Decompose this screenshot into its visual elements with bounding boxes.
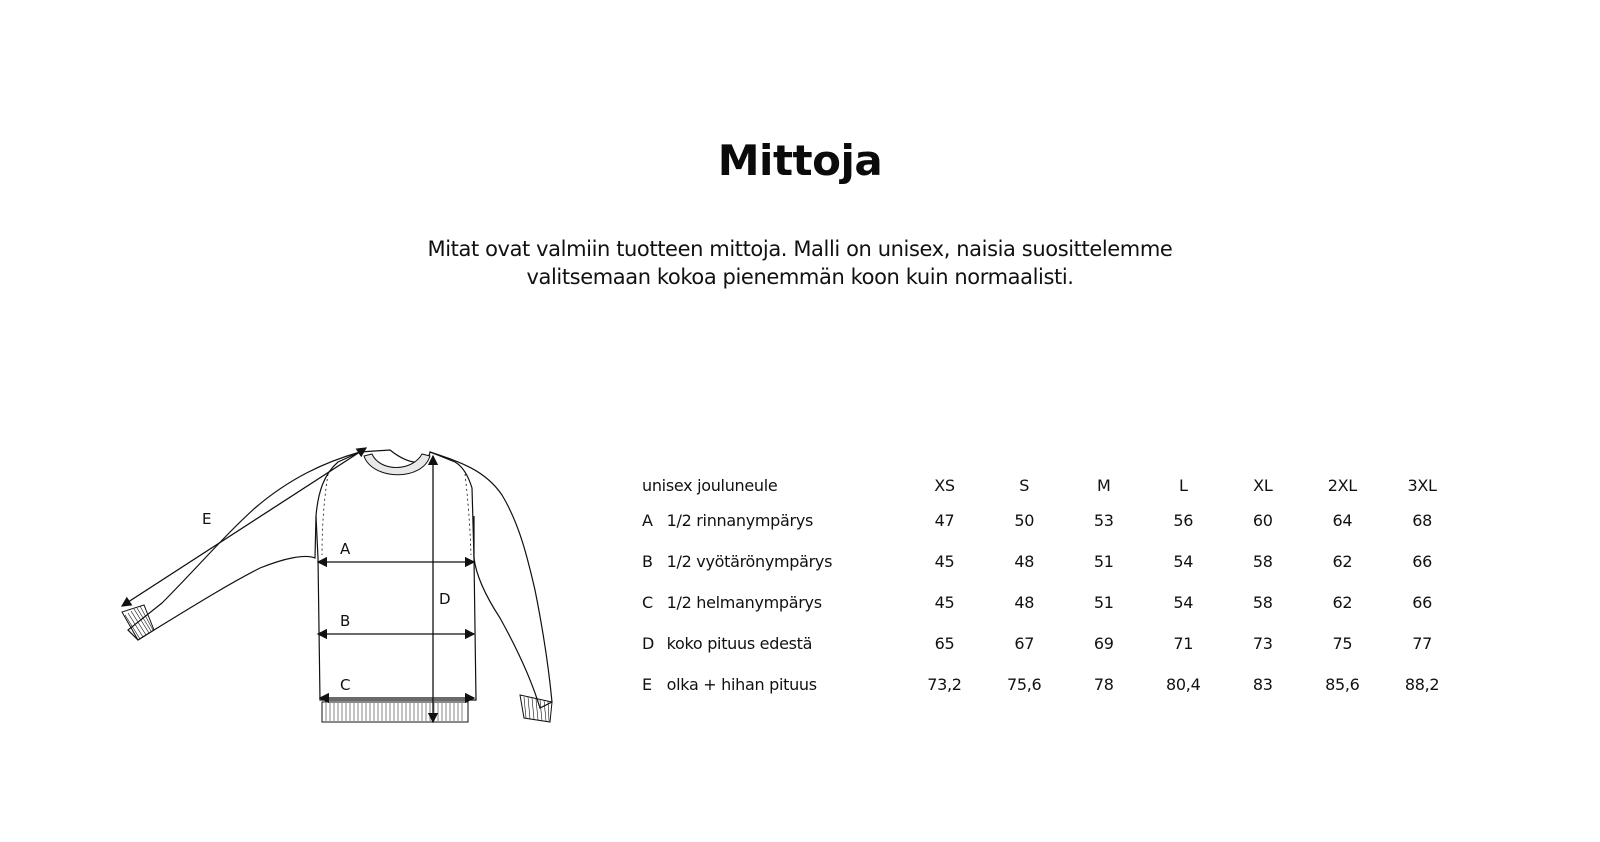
row-code: A [642,511,653,530]
size-value: 83 [1252,675,1273,694]
size-value: 54 [1173,593,1194,612]
sweater-measurement-diagram [110,440,580,740]
size-value: 58 [1252,593,1273,612]
size-header-3xl: 3XL [1407,475,1437,495]
size-value: 73 [1252,634,1273,653]
size-value: 66 [1412,593,1432,612]
row-label: olka + hihan pituus [666,675,817,694]
row-label: 1/2 rinnanympärys [666,511,814,530]
diagram-label-c: C [340,676,351,694]
row-label: 1/2 helmanympärys [666,593,822,612]
size-value: 45 [934,552,955,571]
size-value: 62 [1332,552,1353,571]
size-value: 51 [1093,593,1114,612]
size-value: 45 [934,593,955,612]
size-value: 66 [1412,552,1432,571]
sweater-illustration [110,440,580,740]
neck-rib [364,454,430,475]
size-value: 53 [1093,511,1114,530]
size-header-xl: XL [1253,475,1273,495]
diagram-label-d: D [439,590,451,608]
size-value: 69 [1093,634,1114,653]
size-header-2xl: 2XL [1327,475,1357,495]
size-value: 78 [1093,675,1114,694]
table-row [642,500,1462,541]
size-header-xs: XS [934,475,955,495]
row-code: D [642,634,655,653]
size-value: 48 [1014,552,1035,571]
row-label: koko pituus edestä [666,634,813,653]
row-code: C [642,593,653,612]
diagram-label-e: E [202,510,212,528]
size-value: 60 [1252,511,1273,530]
size-value: 73,2 [927,675,962,694]
size-value: 58 [1252,552,1273,571]
size-value: 48 [1014,593,1035,612]
size-value: 77 [1412,634,1432,653]
size-value: 50 [1014,511,1035,530]
size-value: 71 [1173,634,1194,653]
size-value: 80,4 [1166,675,1201,694]
diagram-label-b: B [340,612,351,630]
table-row [642,664,1462,705]
size-value: 68 [1412,511,1432,530]
size-value: 75,6 [1006,675,1042,694]
table-row [642,623,1462,664]
size-value: 51 [1093,552,1114,571]
size-value: 67 [1014,634,1035,653]
size-header-m: M [1096,475,1111,495]
size-table-header-row [642,470,1462,500]
table-row [642,582,1462,623]
size-value: 85,6 [1325,675,1360,694]
size-value: 56 [1173,511,1194,530]
size-value: 47 [934,511,955,530]
page-title: Mittoja [717,136,883,186]
intro-line-1: Mitat ovat valmiin tuotteen mittoja. Malli on unisex, naisia suosittelemme [427,237,1173,261]
table-row [642,541,1462,582]
row-label: 1/2 vyötärönympärys [666,552,833,571]
intro-line-2: valitsemaan kokoa pienemmän koon kuin normaalisti. [526,265,1074,289]
size-value: 62 [1332,593,1353,612]
measure-line-e [122,448,366,606]
row-code: E [642,675,652,694]
size-chart-table [642,470,1462,705]
size-header-l: L [1178,475,1188,495]
size-value: 88,2 [1404,675,1440,694]
size-value: 65 [934,634,955,653]
size-value: 64 [1332,511,1353,530]
intro-text [300,235,1300,291]
diagram-label-a: A [340,540,351,558]
size-value: 54 [1173,552,1194,571]
row-code: B [642,552,653,571]
size-header-s: S [1019,475,1030,495]
size-value: 75 [1332,634,1353,653]
product-name-header: unisex jouluneule [642,475,778,495]
right-sleeve-outline [430,452,552,708]
body-outline [316,450,476,700]
